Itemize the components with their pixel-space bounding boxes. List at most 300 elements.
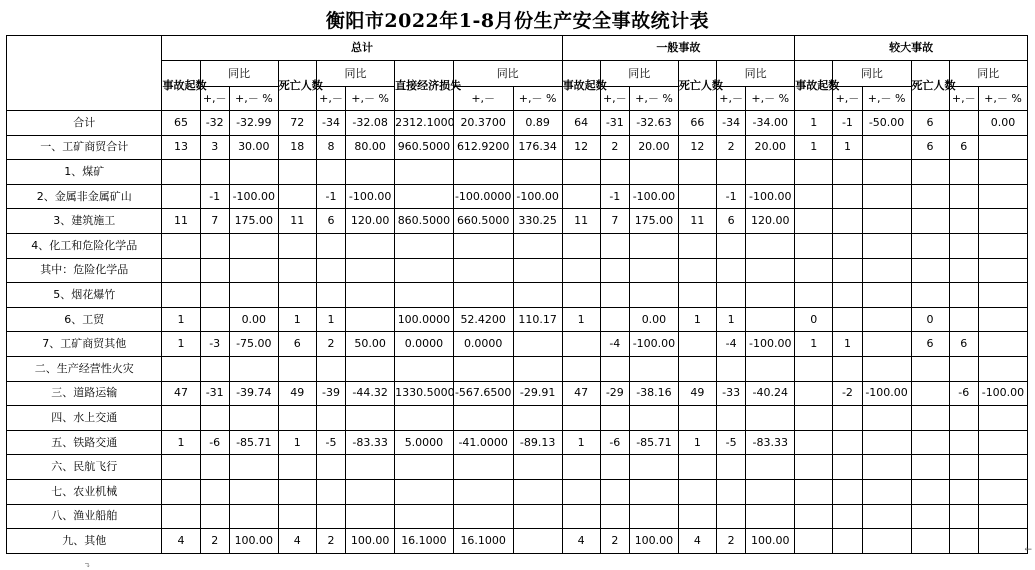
data-cell — [395, 258, 454, 283]
data-cell: 120.00 — [746, 209, 795, 234]
data-cell — [678, 455, 716, 480]
data-cell: 100.00 — [746, 529, 795, 554]
data-cell: -5 — [316, 430, 345, 455]
data-cell: 1 — [562, 307, 600, 332]
data-cell — [600, 356, 629, 381]
data-cell: -33 — [716, 381, 745, 406]
col-plus-minus-pct: +,－ % — [513, 87, 562, 111]
data-cell: 66 — [678, 111, 716, 136]
data-cell: 100.0000 — [395, 307, 454, 332]
data-cell — [629, 258, 678, 283]
data-cell — [316, 455, 345, 480]
data-cell: -1 — [316, 184, 345, 209]
data-cell — [911, 283, 949, 308]
data-cell — [513, 356, 562, 381]
corner-cell — [7, 36, 162, 111]
data-cell: 11 — [162, 209, 200, 234]
col-events: 事故起数 — [562, 61, 600, 111]
data-cell: -100.00 — [978, 381, 1027, 406]
data-cell — [453, 356, 513, 381]
data-cell: -38.16 — [629, 381, 678, 406]
data-cell — [862, 406, 911, 431]
data-cell: 1330.5000 — [395, 381, 454, 406]
data-cell — [795, 233, 833, 258]
data-cell — [978, 430, 1027, 455]
data-cell — [795, 356, 833, 381]
data-cell — [949, 455, 978, 480]
data-cell: -100.00 — [346, 184, 395, 209]
data-cell — [395, 160, 454, 185]
data-cell — [316, 479, 345, 504]
data-cell: -6 — [600, 430, 629, 455]
data-cell — [678, 160, 716, 185]
data-cell — [316, 504, 345, 529]
data-cell: 4 — [562, 529, 600, 554]
data-cell — [600, 283, 629, 308]
data-cell — [162, 283, 200, 308]
data-cell — [795, 209, 833, 234]
data-cell — [600, 258, 629, 283]
row-label: 4、化工和危险化学品 — [7, 233, 162, 258]
data-cell — [949, 430, 978, 455]
data-cell — [229, 455, 278, 480]
data-cell — [395, 406, 454, 431]
data-cell — [629, 160, 678, 185]
col-plus-minus: +,－ — [453, 87, 513, 111]
data-cell — [716, 356, 745, 381]
data-cell — [453, 233, 513, 258]
data-cell — [229, 160, 278, 185]
data-cell — [278, 160, 316, 185]
table-row — [7, 209, 1028, 234]
data-cell: 4 — [278, 529, 316, 554]
data-cell: -6 — [949, 381, 978, 406]
data-cell — [629, 504, 678, 529]
data-cell — [978, 356, 1027, 381]
data-cell: -100.00 — [629, 332, 678, 357]
data-cell — [395, 356, 454, 381]
row-label: 八、渔业船舶 — [7, 504, 162, 529]
col-plus-minus: +,－ — [600, 87, 629, 111]
table-row — [7, 184, 1028, 209]
data-cell — [746, 356, 795, 381]
data-cell: 0.00 — [629, 307, 678, 332]
data-cell — [833, 430, 862, 455]
data-cell — [278, 233, 316, 258]
row-label: 九、其他 — [7, 529, 162, 554]
data-cell — [795, 283, 833, 308]
data-cell: -75.00 — [229, 332, 278, 357]
data-cell: 176.34 — [513, 135, 562, 160]
data-cell: 47 — [562, 381, 600, 406]
data-cell — [949, 307, 978, 332]
data-cell — [978, 283, 1027, 308]
data-cell — [346, 504, 395, 529]
data-cell — [795, 258, 833, 283]
data-cell — [716, 233, 745, 258]
data-cell — [716, 479, 745, 504]
data-cell: 0.89 — [513, 111, 562, 136]
data-cell — [278, 406, 316, 431]
data-cell — [162, 258, 200, 283]
data-cell — [746, 233, 795, 258]
data-cell — [346, 479, 395, 504]
data-cell — [833, 479, 862, 504]
data-cell — [316, 233, 345, 258]
data-cell: -100.00 — [746, 184, 795, 209]
data-cell — [629, 233, 678, 258]
data-cell: 5.0000 — [395, 430, 454, 455]
data-cell: 0.0000 — [395, 332, 454, 357]
data-cell: 175.00 — [229, 209, 278, 234]
data-cell — [600, 504, 629, 529]
data-cell — [278, 258, 316, 283]
group-header-total: 总计 — [162, 36, 562, 61]
data-cell: 1 — [162, 332, 200, 357]
col-plus-minus: +,－ — [949, 87, 978, 111]
data-cell: 0 — [911, 307, 949, 332]
data-cell — [562, 258, 600, 283]
data-cell: -100.00 — [862, 381, 911, 406]
data-cell — [746, 258, 795, 283]
data-cell — [513, 332, 562, 357]
data-cell: 65 — [162, 111, 200, 136]
data-cell: -44.32 — [346, 381, 395, 406]
data-cell — [453, 160, 513, 185]
data-cell — [949, 283, 978, 308]
data-cell — [978, 529, 1027, 554]
data-cell — [911, 258, 949, 283]
data-cell: 2 — [316, 529, 345, 554]
data-cell: -1 — [200, 184, 229, 209]
data-cell — [978, 135, 1027, 160]
data-cell — [949, 406, 978, 431]
data-cell — [862, 504, 911, 529]
data-cell: -32.63 — [629, 111, 678, 136]
data-cell: 1 — [795, 332, 833, 357]
page-title: 衡阳市2022年1-8月份生产安全事故统计表 — [325, 10, 710, 32]
data-cell — [395, 184, 454, 209]
data-cell — [346, 307, 395, 332]
data-cell — [346, 356, 395, 381]
data-cell — [395, 504, 454, 529]
data-cell: 100.00 — [346, 529, 395, 554]
data-cell — [162, 455, 200, 480]
data-cell — [795, 406, 833, 431]
data-cell — [833, 529, 862, 554]
data-cell — [200, 258, 229, 283]
data-cell — [346, 455, 395, 480]
data-cell — [453, 455, 513, 480]
data-cell: -100.0000 — [453, 184, 513, 209]
data-cell — [200, 479, 229, 504]
data-cell: 1 — [562, 430, 600, 455]
data-cell — [346, 233, 395, 258]
data-cell — [746, 479, 795, 504]
data-cell: 8 — [316, 135, 345, 160]
data-cell — [978, 504, 1027, 529]
data-cell — [562, 184, 600, 209]
data-cell: 100.00 — [629, 529, 678, 554]
data-cell — [453, 258, 513, 283]
data-cell: 1 — [678, 307, 716, 332]
col-plus-minus: +,－ — [200, 87, 229, 111]
data-cell — [949, 356, 978, 381]
data-cell — [316, 406, 345, 431]
data-cell — [200, 233, 229, 258]
data-cell — [795, 529, 833, 554]
data-cell: 3 — [200, 135, 229, 160]
data-cell: 20.3700 — [453, 111, 513, 136]
data-cell: 2312.1000 — [395, 111, 454, 136]
col-deaths: 死亡人数 — [278, 61, 316, 111]
data-cell — [600, 479, 629, 504]
data-cell: 47 — [162, 381, 200, 406]
data-cell — [862, 455, 911, 480]
data-cell — [278, 504, 316, 529]
table-row — [7, 356, 1028, 381]
data-cell: 49 — [678, 381, 716, 406]
col-plus-minus-pct: +,－ % — [746, 87, 795, 111]
data-cell — [795, 160, 833, 185]
data-cell — [600, 160, 629, 185]
data-cell — [862, 356, 911, 381]
data-cell: -85.71 — [229, 430, 278, 455]
col-events: 事故起数 — [795, 61, 833, 111]
data-cell — [949, 184, 978, 209]
data-cell — [833, 455, 862, 480]
data-cell — [862, 332, 911, 357]
data-cell — [162, 356, 200, 381]
data-cell — [629, 455, 678, 480]
data-cell: 2 — [600, 135, 629, 160]
data-cell — [316, 258, 345, 283]
data-cell — [678, 504, 716, 529]
col-yoy: 同比 — [949, 61, 1027, 87]
data-cell — [162, 479, 200, 504]
data-cell: -5 — [716, 430, 745, 455]
table-row — [7, 233, 1028, 258]
data-cell: 16.1000 — [453, 529, 513, 554]
data-cell — [629, 356, 678, 381]
edge-mark: ← — [1024, 545, 1032, 555]
data-cell — [678, 406, 716, 431]
data-cell: -39.74 — [229, 381, 278, 406]
data-cell — [862, 233, 911, 258]
data-cell — [795, 381, 833, 406]
data-cell: 1 — [278, 307, 316, 332]
data-cell — [949, 479, 978, 504]
row-label: 5、烟花爆竹 — [7, 283, 162, 308]
data-cell — [513, 455, 562, 480]
data-cell — [678, 479, 716, 504]
data-cell: -2 — [833, 381, 862, 406]
data-cell — [453, 504, 513, 529]
data-cell — [911, 430, 949, 455]
table-row — [7, 111, 1028, 136]
col-yoy: 同比 — [833, 61, 911, 87]
data-cell — [316, 356, 345, 381]
data-cell — [862, 529, 911, 554]
row-label: 其中：危险化学品 — [7, 258, 162, 283]
col-plus-minus-pct: +,－ % — [346, 87, 395, 111]
data-cell: 612.9200 — [453, 135, 513, 160]
data-cell — [833, 160, 862, 185]
data-cell — [200, 406, 229, 431]
data-cell — [833, 209, 862, 234]
data-cell: -34 — [316, 111, 345, 136]
data-cell — [229, 283, 278, 308]
table-row — [7, 504, 1028, 529]
col-deaths: 死亡人数 — [678, 61, 716, 111]
row-label: 6、工贸 — [7, 307, 162, 332]
table-row — [7, 283, 1028, 308]
data-cell — [513, 406, 562, 431]
data-cell — [513, 529, 562, 554]
data-cell — [200, 455, 229, 480]
data-cell: 49 — [278, 381, 316, 406]
data-cell: -1 — [716, 184, 745, 209]
data-cell: 7 — [200, 209, 229, 234]
data-cell — [978, 160, 1027, 185]
data-cell — [346, 258, 395, 283]
data-cell — [678, 356, 716, 381]
data-cell — [600, 307, 629, 332]
data-cell — [562, 406, 600, 431]
data-cell — [200, 504, 229, 529]
data-cell — [162, 160, 200, 185]
data-cell — [949, 209, 978, 234]
data-cell — [229, 406, 278, 431]
data-cell — [278, 356, 316, 381]
data-cell — [678, 332, 716, 357]
data-cell: 6 — [911, 135, 949, 160]
data-cell — [162, 233, 200, 258]
data-cell: 11 — [562, 209, 600, 234]
data-cell: 1 — [795, 111, 833, 136]
data-cell — [562, 479, 600, 504]
data-cell — [600, 455, 629, 480]
data-cell — [513, 258, 562, 283]
data-cell: 860.5000 — [395, 209, 454, 234]
data-cell — [562, 332, 600, 357]
data-cell: 175.00 — [629, 209, 678, 234]
data-cell — [562, 455, 600, 480]
row-label: 一、工矿商贸合计 — [7, 135, 162, 160]
data-cell: 330.25 — [513, 209, 562, 234]
data-cell — [911, 209, 949, 234]
data-cell — [746, 455, 795, 480]
data-cell — [600, 233, 629, 258]
data-cell: -100.00 — [629, 184, 678, 209]
col-yoy: 同比 — [716, 61, 794, 87]
data-cell: 110.17 — [513, 307, 562, 332]
col-plus-minus-pct: +,－ % — [229, 87, 278, 111]
data-cell — [949, 258, 978, 283]
statistics-table — [6, 35, 1028, 554]
data-cell: -32.99 — [229, 111, 278, 136]
data-cell — [200, 356, 229, 381]
table-row — [7, 160, 1028, 185]
data-cell — [316, 283, 345, 308]
col-plus-minus: +,－ — [316, 87, 345, 111]
data-cell: 2 — [716, 135, 745, 160]
data-cell: 6 — [278, 332, 316, 357]
data-cell — [911, 504, 949, 529]
data-cell: 30.00 — [229, 135, 278, 160]
table-row — [7, 479, 1028, 504]
table-row — [7, 406, 1028, 431]
row-label: 合计 — [7, 111, 162, 136]
data-cell — [911, 160, 949, 185]
table-row — [7, 455, 1028, 480]
col-yoy: 同比 — [453, 61, 562, 87]
col-deaths: 死亡人数 — [911, 61, 949, 111]
data-cell: 2 — [200, 529, 229, 554]
data-cell — [862, 258, 911, 283]
data-cell — [978, 184, 1027, 209]
data-cell: 120.00 — [346, 209, 395, 234]
data-cell — [862, 430, 911, 455]
data-cell: 100.00 — [229, 529, 278, 554]
data-cell — [562, 504, 600, 529]
col-plus-minus-pct: +,－ % — [629, 87, 678, 111]
data-cell: 2 — [316, 332, 345, 357]
row-label: 2、金属非金属矿山 — [7, 184, 162, 209]
data-cell: 2 — [600, 529, 629, 554]
data-cell — [513, 233, 562, 258]
row-label: 五、铁路交通 — [7, 430, 162, 455]
data-cell — [716, 504, 745, 529]
data-cell — [716, 258, 745, 283]
data-cell: 18 — [278, 135, 316, 160]
data-cell: -1 — [833, 111, 862, 136]
data-cell: 6 — [716, 209, 745, 234]
group-header-major: 较大事故 — [795, 36, 1028, 61]
row-label: 1、煤矿 — [7, 160, 162, 185]
data-cell — [862, 283, 911, 308]
row-label: 四、水上交通 — [7, 406, 162, 431]
data-cell: 64 — [562, 111, 600, 136]
col-yoy: 同比 — [600, 61, 678, 87]
data-cell: -39 — [316, 381, 345, 406]
data-cell — [229, 233, 278, 258]
data-cell: 1 — [716, 307, 745, 332]
data-cell — [562, 356, 600, 381]
data-cell: 6 — [949, 332, 978, 357]
data-cell: 4 — [678, 529, 716, 554]
data-cell: 11 — [678, 209, 716, 234]
row-label: 7、工矿商贸其他 — [7, 332, 162, 357]
data-cell — [978, 455, 1027, 480]
data-cell — [395, 455, 454, 480]
data-cell — [978, 258, 1027, 283]
table-row — [7, 381, 1028, 406]
data-cell — [229, 479, 278, 504]
data-cell — [453, 283, 513, 308]
data-cell — [562, 283, 600, 308]
data-cell — [513, 504, 562, 529]
data-cell: 0.00 — [978, 111, 1027, 136]
data-cell: -34 — [716, 111, 745, 136]
data-cell — [716, 283, 745, 308]
data-cell: 960.5000 — [395, 135, 454, 160]
data-cell — [278, 455, 316, 480]
data-cell: 1 — [833, 135, 862, 160]
row-label: 六、民航飞行 — [7, 455, 162, 480]
col-yoy: 同比 — [200, 61, 278, 87]
data-cell — [862, 160, 911, 185]
